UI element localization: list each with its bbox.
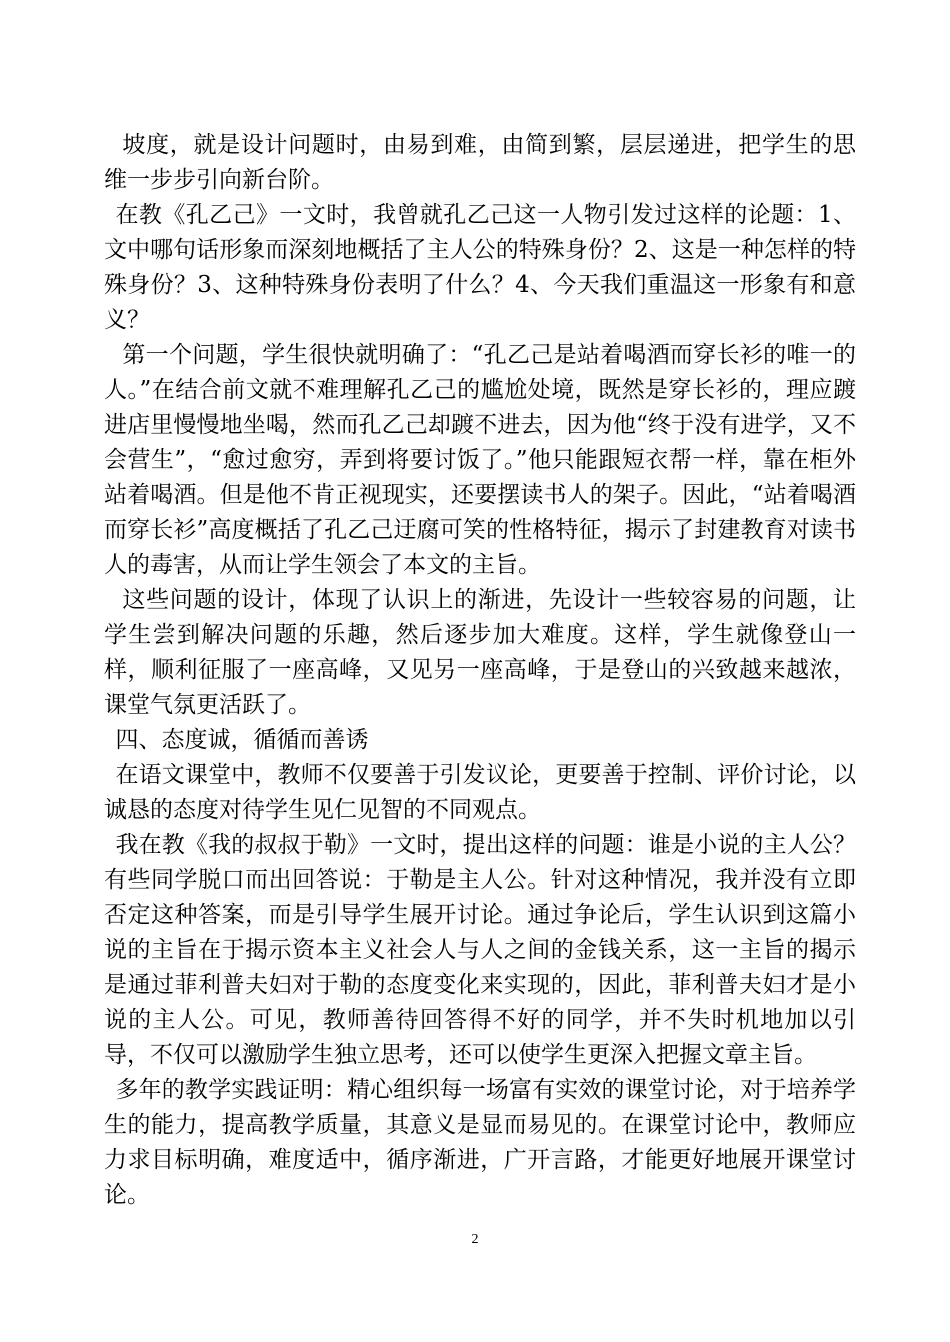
- paragraph-5: 在语文课堂中，教师不仅要善于引发议论，更要善于控制、评价讨论，以诚恳的态度对待学生见仁见智的不同观点。: [104, 762, 856, 823]
- paragraph-3: 第一个问题，学生很快就明确了：“孔乙己是站着喝酒而穿长衫的唯一的人。”在结合前文就不难理解孔乙己的尴尬处境，既然是穿长衫的，理应踱进店里慢慢地坐喝，然而孔乙己却踱不进去，因为他“终于没有进学，又不会营生”，“愈过愈穷，弄到将要讨饭了。”他只能跟短衣帮一样，靠在柜外站着喝酒。但是他不肯正视现实，还要摆读书人的架子。因此，“站着喝酒而穿长衫”高度概括了孔乙己迂腐可笑的性格特征，揭示了封建教育对读书人的毒害，从而让学生领会了本文的主旨。: [104, 342, 856, 578]
- paragraph-7: 多年的教学实践证明：精心组织每一场富有实效的课堂讨论，对于培养学生的能力，提高教学质量，其意义是显而易见的。在课堂讨论中，教师应力求目标明确，难度适中，循序渐进，广开言路，才能更好地展开课堂讨论。: [104, 1077, 856, 1208]
- paragraph-6: 我在教《我的叔叔于勒》一文时，提出这样的问题：谁是小说的主人公？有些同学脱口而出回答说：于勒是主人公。针对这种情况，我并没有立即否定这种答案，而是引导学生展开讨论。通过争论后，学生认识到这篇小说的主旨在于揭示资本主义社会人与人之间的金钱关系，这一主旨的揭示是通过菲利普夫妇对于勒的态度变化来实现的，因此，菲利普夫妇才是小说的主人公。可见，教师善待回答得不好的同学，并不失时机地加以引导，不仅可以激励学生独立思考，还可以使学生更深入把握文章主旨。: [104, 832, 856, 1068]
- paragraph-4: 这些问题的设计，体现了认识上的渐进，先设计一些较容易的问题，让学生尝到解决问题的乐趣，然后逐步加大难度。这样，学生就像登山一样，顺利征服了一座高峰，又见另一座高峰，于是登山的兴致越来越浓，课堂气氛更活跃了。: [104, 587, 856, 718]
- page-number: 2: [471, 1232, 479, 1247]
- body-text: [104, 128, 856, 1213]
- paragraph-1: 坡度，就是设计问题时，由易到难，由简到繁，层层递进，把学生的思维一步步引向新台阶。: [104, 132, 856, 193]
- paragraph-2: 在教《孔乙己》一文时，我曾就孔乙己这一人物引发过这样的论题：1、文中哪句话形象而深刻地概括了主人公的特殊身份？2、这是一种怎样的特殊身份？3、这种特殊身份表明了什么？4、今天我们重温这一形象有和意义？: [104, 202, 856, 333]
- section-heading: 四、态度诚，循循而善诱: [115, 727, 369, 753]
